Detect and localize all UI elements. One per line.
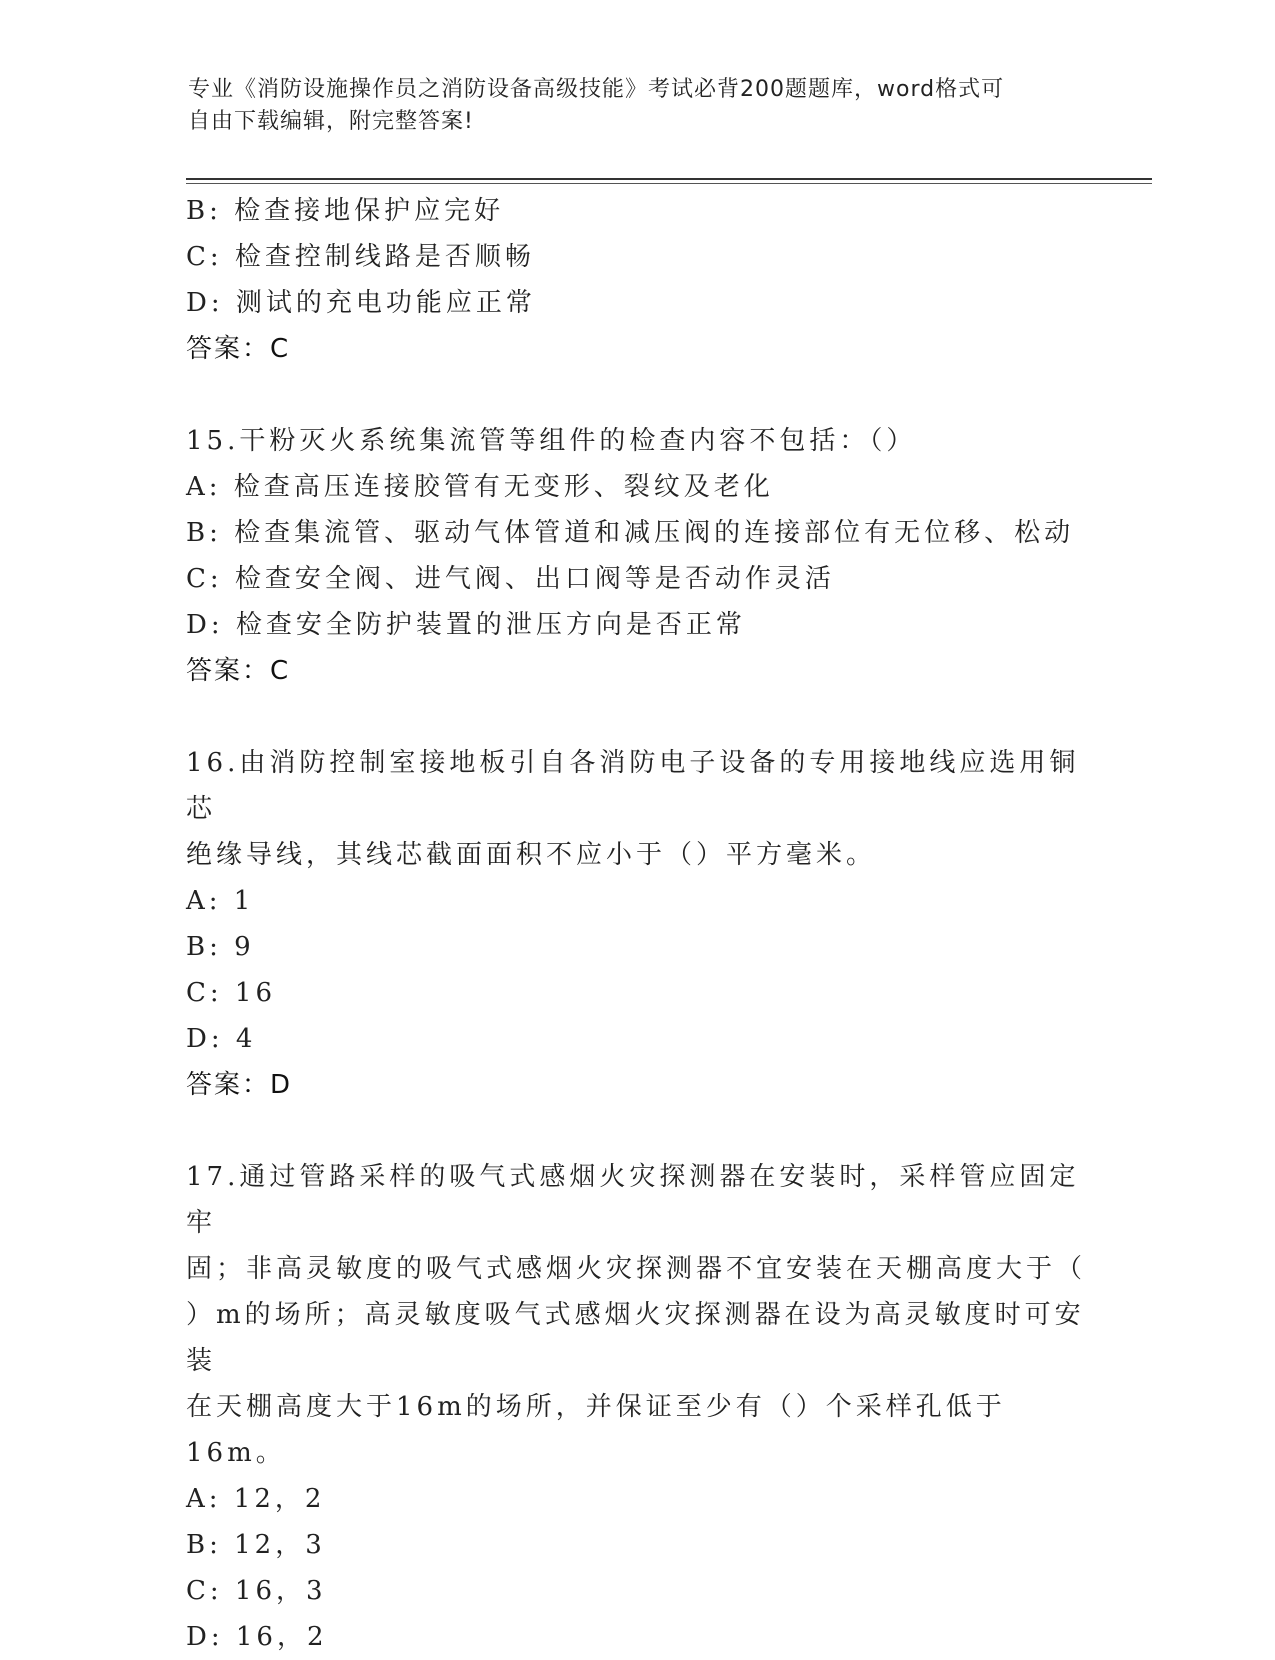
header-rule-thin — [186, 183, 1152, 184]
question-stem — [186, 1154, 1086, 1476]
answer-line: 答案：C — [186, 656, 291, 686]
stem-line: 17.通过管路采样的吸气式感烟火灾探测器在安装时，采样管应固定牢 — [186, 1162, 1080, 1238]
stem-line: 绝缘导线，其线芯截面面积不应小于（）平方毫米。 — [186, 840, 877, 870]
option-a: A: 1 — [186, 886, 255, 916]
option-b: B: 检查接地保护应完好 — [186, 196, 505, 226]
option-d: D: 检查安全防护装置的泄压方向是否正常 — [186, 610, 746, 640]
option-d: D: 4 — [186, 1024, 257, 1054]
question-15 — [186, 418, 1086, 694]
option-d: D: 16，2 — [186, 1622, 328, 1652]
question-stem — [186, 418, 1086, 464]
option-a: A: 12，2 — [186, 1484, 326, 1514]
answer-line: 答案：C — [186, 334, 291, 364]
option-b: B: 检查集流管、驱动气体管道和减压阀的连接部位有无位移、松动 — [186, 518, 1075, 548]
question-stem — [186, 740, 1086, 878]
question-list — [186, 188, 1086, 1660]
option-c: C: 检查安全阀、进气阀、出口阀等是否动作灵活 — [186, 564, 835, 594]
header-rule-thick — [186, 178, 1152, 180]
spacer — [186, 372, 1086, 418]
stem-line: 15.干粉灭火系统集流管等组件的检查内容不包括：（） — [186, 426, 917, 456]
document-header — [188, 74, 1088, 138]
stem-line: 在天棚高度大于16m的场所，并保证至少有（）个采样孔低于16m。 — [186, 1392, 1006, 1468]
option-c: C: 16 — [186, 978, 277, 1008]
header-line-2: 自由下载编辑，附完整答案! — [188, 109, 474, 134]
answer-line: 答案：D — [186, 1070, 293, 1100]
question-14-continued — [186, 188, 1086, 372]
stem-line: 固；非高灵敏度的吸气式感烟火灾探测器不宜安装在天棚高度大于（ — [186, 1254, 1087, 1284]
spacer — [186, 694, 1086, 740]
option-a: A: 检查高压连接胶管有无变形、裂纹及老化 — [186, 472, 774, 502]
spacer — [186, 1108, 1086, 1154]
option-d: D: 测试的充电功能应正常 — [186, 288, 536, 318]
question-16 — [186, 740, 1086, 1108]
header-line-1: 专业《消防设施操作员之消防设备高级技能》考试必背200题题库，word格式可 — [188, 77, 1005, 102]
option-b: B: 12，3 — [186, 1530, 326, 1560]
stem-line: ）m的场所；高灵敏度吸气式感烟火灾探测器在设为高灵敏度时可安装 — [186, 1300, 1085, 1376]
option-c: C: 检查控制线路是否顺畅 — [186, 242, 535, 272]
option-b: B: 9 — [186, 932, 255, 962]
question-17 — [186, 1154, 1086, 1660]
option-c: C: 16，3 — [186, 1576, 327, 1606]
stem-line: 16.由消防控制室接地板引自各消防电子设备的专用接地线应选用铜芯 — [186, 748, 1080, 824]
